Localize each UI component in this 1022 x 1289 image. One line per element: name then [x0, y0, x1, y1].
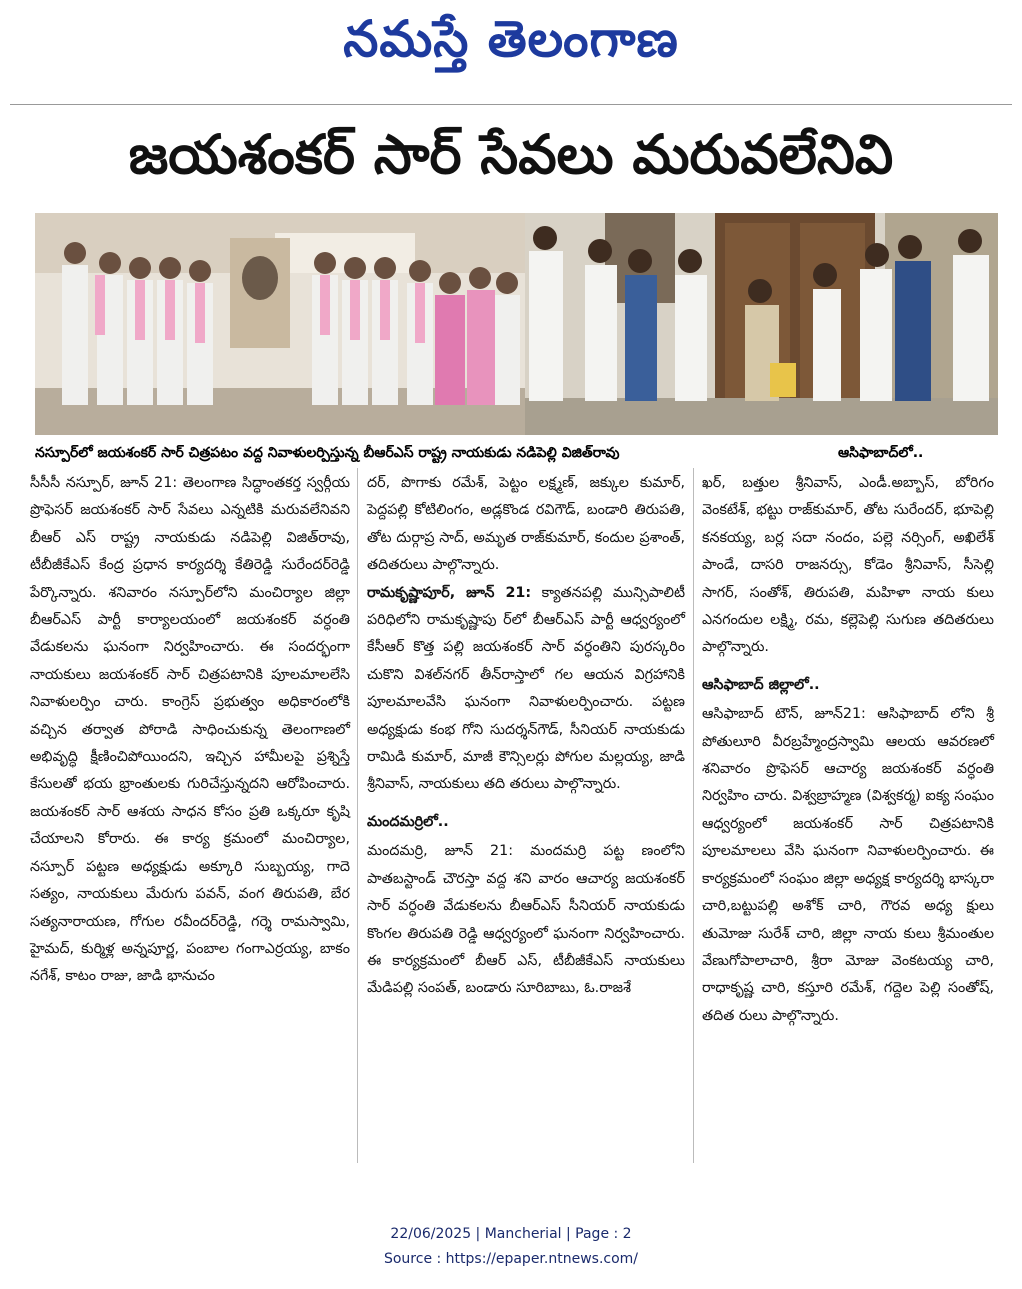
section-subheading: మందమర్రిలో.. — [367, 813, 449, 830]
article-paragraph: ఆసిఫాబాద్ టౌన్, జూన్21: ఆసిఫాబాద్ లోని శ్రీ పోతులూరి వీరబ్రహ్మేంద్రస్వామి ఆలయ ఆవరణలో శనివారం ప్రొఫెసర్ ఆచార్య జయశంకర్ వర్ధంతి నిర్వహిం చారు. విశ్వబ్రాహ్మణ (విశ్వకర్మ) ఐక్య సంఘం ఆధ్వర్యంలో జయశంకర్ సార్ చిత్రపటానికి పూలమాలలు వేసి ఘనంగా నివాళులర్పించారు. ఈ కార్యక్రమంలో సంఘం జిల్లా అధ్యక్ష కార్యదర్శి భాస్కరా చారి,బట్టుపల్లి అశోక్ చారి, గౌరవ అధ్య క్షులు తుమోజు సురేశ్ చారి, జిల్లా నాయ కులు శ్రీమంతుల వేణుగోపాలాచారి, శ్రీరా మోజు వెంకటయ్య చారి, రాధాకృష్ణ చారి, కస్తూరి రమేశ్, గద్దెల పెల్లి సంతోష్, తదిత రులు పాల్గొన్నారు. — [702, 706, 994, 1024]
dateline: రామకృష్ణాపూర్, జూన్ 21: — [367, 584, 532, 601]
column-divider — [357, 468, 358, 1163]
photo-naspur-tribute — [35, 213, 525, 435]
article-paragraph: దర్, పొగాకు రమేశ్, పెట్టం లక్ష్మణ్, జక్కుల కుమార్, పెద్దపల్లి కోటిలింగం, అడ్లకొండ రవిగౌడ్, బండారి తిరుపతి, తోట దుర్గాప్ర సాద్, అమృత రాజ్‌కుమార్, కందుల ప్రశాంత్, తదితరులు పాల్గొన్నారు. — [367, 475, 685, 574]
photo-caption-left: నస్పూర్‌లో జయశంకర్ సార్ చిత్రపటం వద్ద నివాళులర్పిస్తున్న బీఆర్ఎస్ రాష్ట్ర నాయకుడు నడిపెల్లి విజిత్‌రావు — [35, 445, 620, 461]
article-headline: జయశంకర్ సార్ సేవలు మరువలేనివి — [128, 123, 894, 186]
article-column-3 — [702, 470, 994, 1030]
masthead-divider — [10, 104, 1012, 105]
footer-source-link[interactable]: Source : https://epaper.ntnews.com/ — [383, 1251, 639, 1267]
article-paragraph: ఖర్, బత్తుల శ్రీనివాస్, ఎండీ.అబ్బాస్, బోరిగం వెంకటేశ్, భట్టు రాజ్‌కుమార్, తోట సురేందర్, భూపెల్లి కనకయ్య, బర్ల సదా నందం, పల్లె నర్సింగ్, అఖిలేశ్ పాండే, దాసరి రాజనర్సు, కోడెం శ్రీనివాస్, సీసెల్లి సాగర్, సంతోశ్, తిరుపతి, మహిళా నాయ కులు ఎనగందుల లక్ష్మి, రమ, కల్లెపెల్లి సుగుణ తదితరులు పాల్గొన్నారు. — [702, 475, 994, 656]
article-column-1 — [30, 470, 350, 991]
photo-asifabad-tribute — [525, 213, 998, 435]
section-subheading: ఆసిఫాబాద్ జిల్లాలో.. — [702, 676, 820, 693]
photo-caption-right: ఆసిఫాబాద్‌లో.. — [838, 445, 924, 461]
column-divider — [693, 468, 694, 1163]
article-paragraph: సీసీసీ నస్పూర్, జూన్ 21: తెలంగాణ సిద్ధాంతకర్త స్వర్గీయ ప్రొఫెసర్ జయశంకర్ సార్ సేవలు ఎన్నటికి మరువలేనివని బీఆర్ ఎస్ రాష్ట్ర నాయకుడు నడిపెల్లి విజిత్‌రావు, టీబీజీకేఎస్ కేంద్ర ప్రధాన కార్యదర్శి కేతిరెడ్డి సురేందర్‌రెడ్డి పేర్కొన్నారు. శనివారం నస్పూర్‌లోని మంచిర్యాల జిల్లా బీఆర్ఎస్ పార్టీ కార్యాలయంలో జయశంకర్ వర్ధంతి వేడుకలను ఘనంగా నిర్వహించారు. ఈ సందర్భంగా నాయకులు జయశంకర్ సార్ చిత్రపటానికి పూలమాలలేసి నివాళులర్పిం చారు. కాంగ్రెస్ ప్రభుత్వం అధికారంలోకి వచ్చిన తర్వాత పోరాడి సాధించుకున్న తెలంగాణలో అభివృద్ధి క్షీణించిపోయిందని, ఇచ్చిన హామీలపై ప్రశ్నిస్తే కేసులతో భయ భ్రాంతులకు గురిచేస్తున్నదని ఆరోపించారు. జయశంకర్ సార్ ఆశయ సాధన కోసం ప్రతి ఒక్కరూ కృషి చేయాలని కోరారు. ఈ కార్య క్రమంలో మంచిర్యాల, నస్పూర్ పట్టణ అధ్యక్షుడు అక్కూరి సుబ్బయ్య, గాదె సత్యం, నాయకులు మేరుగు పవన్, వంగ తిరుపతి, బేర సత్యనారాయణ, గోగుల రవీందర్‌రెడ్డి, గర్శె రామస్వామి, హైమద్, కుర్మిళ్ల అన్నపూర్ణ, పంబాల గంగాఎర్రయ్య, బాకం నగేశ్, కాటం రాజు, జాడి భానుచం — [30, 475, 350, 985]
footer-edition-info: 22/06/2025 | Mancherial | Page : 2 — [390, 1226, 632, 1242]
article-paragraph: రామకృష్ణాపూర్, జూన్ 21: క్యాతనపల్లి మున్సిపాలిటీ పరిధిలోని రామకృష్ణాపు ర్‌లో బీఆర్ఎస్ పార్టీ ఆధ్వర్యంలో కేసీఆర్ కొత్త పల్లి జయశంకర్ సార్ వర్ధంతిని పురస్కరిం చుకొని విశల్‌నగర్ తీన్‌రాస్తాలో గల ఆయన విగ్రహానికి పూలమాలవేసి ఘనంగా నివాళులర్పించారు. పట్టణ అధ్యక్షుడు కంభ గోని సుదర్శన్‌గౌడ్, సీనియర్ నాయకుడు రామిడి కుమార్, మాజీ కౌన్సిలర్లు పోగుల మల్లయ్య, జాడి శ్రీనివాస్, నాయకులు తది తరులు పాల్గొన్నారు. — [367, 584, 685, 793]
article-column-2 — [367, 470, 685, 1003]
newspaper-masthead: నమస్తే తెలంగాణ — [343, 10, 679, 68]
article-paragraph: మందమర్రి, జూన్ 21: మందమర్రి పట్ట ణంలోని పాతబస్టాండ్ చౌరస్తా వద్ద శని వారం ఆచార్య జయశంకర్ సార్ వర్ధంతి వేడుకలను బీఆర్ఎస్ సీనియర్ నాయకుడు కొంగల తిరుపతి రెడ్డి ఆధ్వర్యంలో ఘనంగా నిర్వహించారు. ఈ కార్యక్రమంలో బీఆర్ ఎస్, టీబీజీకేఎస్ నాయకులు మేడిపల్లి సంపత్, బండారు సూరిబాబు, ఓ.రాజశే — [367, 843, 685, 997]
